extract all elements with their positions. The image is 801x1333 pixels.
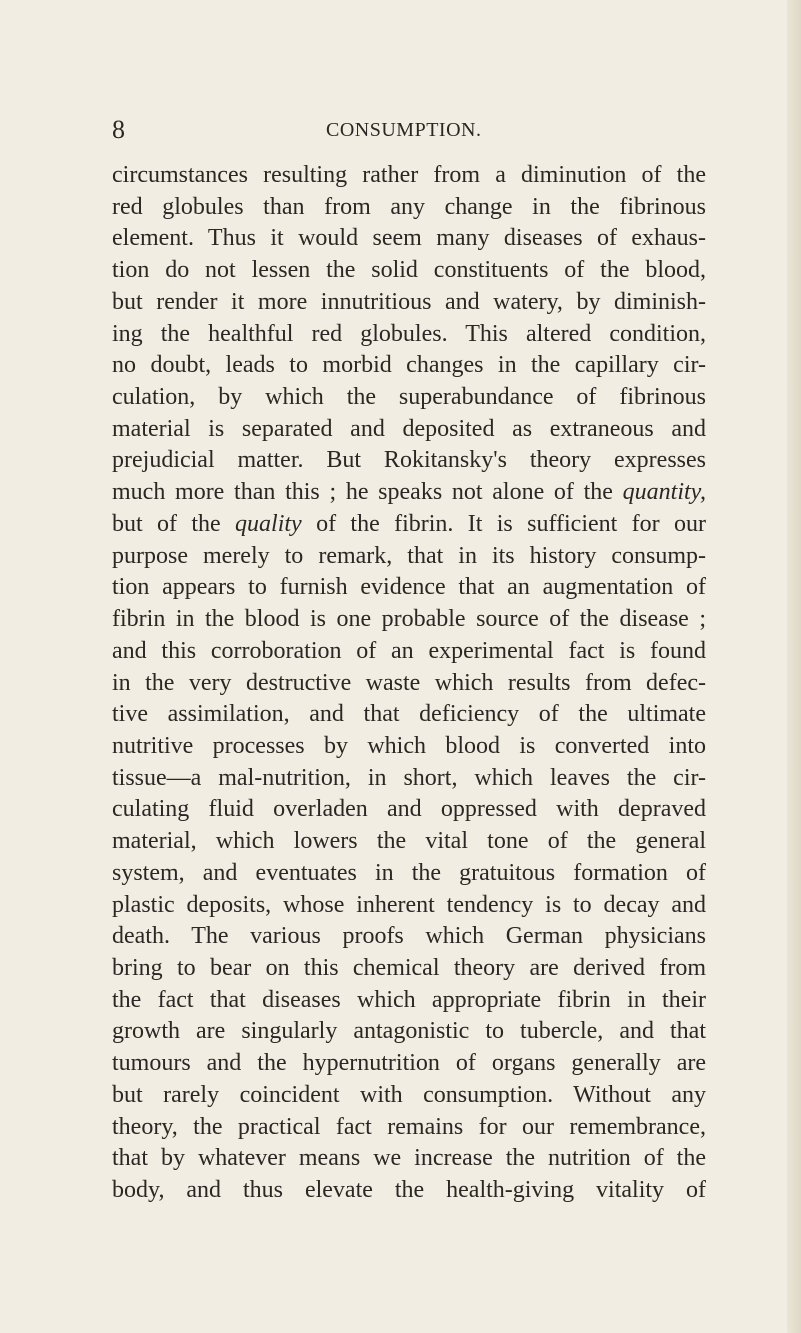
text-line: system, and eventuates in the gratuitous formation of (112, 859, 706, 886)
text-line: ing the healthful red globules. This altered condition, (112, 320, 706, 347)
text-line: tumours and the hypernutrition of organs generally are (112, 1050, 706, 1077)
text-line: and this corroboration of an experimental fact is found (112, 637, 706, 664)
text-line: bring to bear on this chemical theory are derived from (112, 954, 706, 981)
text-line: material, which lowers the vital tone of the general (112, 828, 706, 855)
text-line: but render it more innutritious and watery, by diminish- (112, 288, 706, 315)
text-line: the fact that diseases which appropriate fibrin in their (112, 986, 706, 1013)
text-line: theory, the practical fact remains for our remembrance, (112, 1113, 706, 1140)
italic-word-quality: quality (235, 510, 302, 537)
text-line: tive assimilation, and that deficiency of the ultimate (112, 701, 706, 728)
text-fragment: of the fibrin. It is sufficient for our (316, 510, 707, 537)
text-line: culating fluid overladen and oppressed with depraved (112, 796, 706, 823)
text-line: no doubt, leads to morbid changes in the capillary cir- (112, 352, 706, 379)
text-line: growth are singularly antagonistic to tubercle, and that (112, 1018, 706, 1045)
text-line: tion do not lessen the solid constituents of the blood, (112, 257, 706, 284)
running-title: CONSUMPTION. (326, 119, 482, 141)
text-line: tion appears to furnish evidence that an augmentation of (112, 574, 706, 601)
running-head (112, 116, 712, 144)
text-line: red globules than from any change in the fibrinous (112, 193, 706, 220)
page-edge (787, 0, 801, 1333)
text-line: death. The various proofs which German physicians (112, 923, 706, 950)
text-line: body, and thus elevate the health-giving vitality of (112, 1177, 706, 1203)
text-line: nutritive processes by which blood is converted into (112, 732, 706, 759)
text-line: in the very destructive waste which results from defec- (112, 669, 706, 696)
text-line: fibrin in the blood is one probable source of the disease ; (112, 606, 706, 633)
text-line: but rarely coincident with consumption. Without any (112, 1081, 706, 1108)
text-line (112, 509, 706, 541)
text-fragment: much more than this ; he speaks not alone of the (112, 479, 613, 506)
text-fragment: but of the (112, 510, 221, 537)
text-line (112, 477, 706, 509)
text-line: purpose merely to remark, that in its history consump- (112, 542, 706, 569)
page-number: 8 (112, 115, 125, 144)
text-line: plastic deposits, whose inherent tendency is to decay and (112, 891, 706, 918)
text-line: that by whatever means we increase the nutrition of the (112, 1145, 706, 1172)
text-line: circumstances resulting rather from a diminution of the (112, 162, 706, 188)
italic-word-quantity: quantity, (622, 479, 707, 506)
body-text (112, 160, 706, 1207)
text-line: culation, by which the superabundance of fibrinous (112, 384, 706, 411)
text-line: element. Thus it would seem many diseases of exhaus- (112, 225, 706, 252)
text-line: material is separated and deposited as extraneous and (112, 415, 706, 442)
text-line: tissue—a mal-nutrition, in short, which leaves the cir- (112, 764, 706, 791)
text-line: prejudicial matter. But Rokitansky's theory expresses (112, 447, 706, 474)
